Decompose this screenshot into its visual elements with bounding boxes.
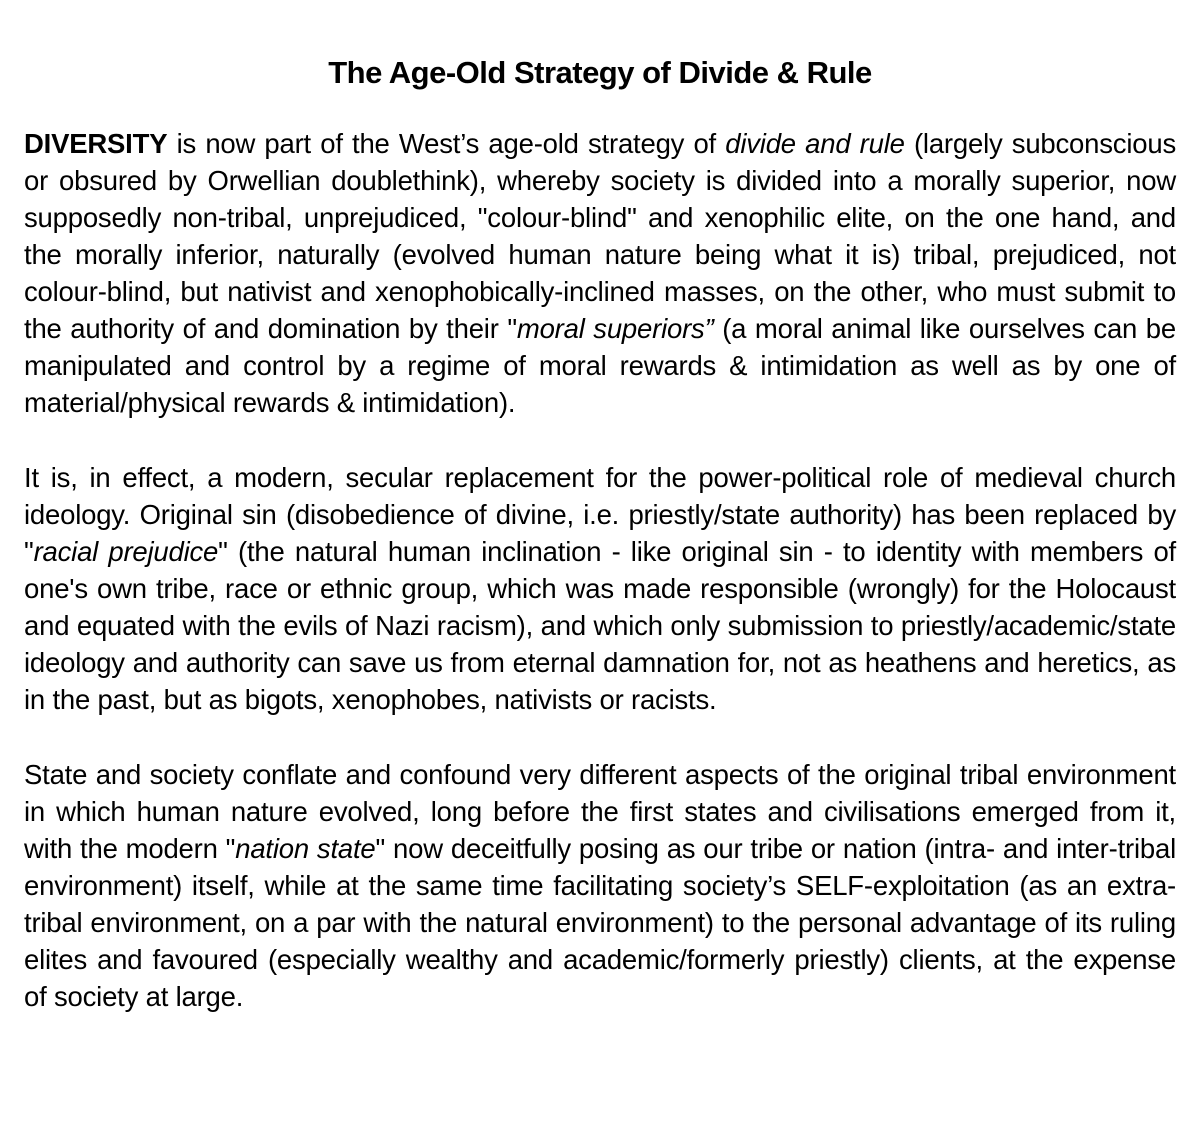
text-segment-bold: DIVERSITY (24, 128, 168, 159)
text-segment-normal: (largely subconscious or obsured by Orwellian doublethink), whereby society is divided into a morally superior, now supposedly non-tribal, unprejudiced, "colour-blind" and xenophilic elite, on the one hand, and the morally inferior, naturally (evolved human nature being what it is) tribal, prejudiced, not colour-blind, but nativist and xenophobically-inclined masses, on the other, who must submit to the authority of and domination by their " (24, 128, 1176, 344)
paragraph-secular-replacement (24, 459, 1176, 718)
paragraph-diversity (24, 125, 1176, 421)
text-segment-italic: nation state (235, 833, 376, 864)
text-segment-normal: (a moral animal like ourselves can be manipulated and control by a regime of moral rewards & intimidation as well as by one of material/physical rewards & intimidation). (24, 313, 1176, 418)
text-segment-normal: State and society conflate and confound very different aspects of the original tribal environment in which human nature evolved, long before the first states and civilisations emerged from it, with the modern " (24, 759, 1176, 864)
text-segment-italic: moral superiors” (516, 313, 714, 344)
text-segment-normal: is now part of the West’s age-old strategy of (167, 128, 726, 159)
text-segment-normal: " now deceitfully posing as our tribe or nation (intra- and inter-tribal environment) itself, while at the same time facilitating society’s SELF-exploitation (as an extra-tribal environment, on a par with the natural environment) to the personal advantage of its ruling elites and favoured (especially wealthy and academic/formerly priestly) clients, at the expense of society at large. (24, 833, 1176, 1012)
text-segment-normal: " (the natural human inclination - like original sin - to identity with members of one's own tribe, race or ethnic group, which was made responsible (wrongly) for the Holocaust and equated with the evils of Nazi racism), and which only submission to priestly/academic/state ideology and authority can save us from eternal damnation for, not as heathens and heretics, as in the past, but as bigots, xenophobes, nativists or racists. (24, 536, 1176, 715)
paragraph-state-and-society (24, 756, 1176, 1015)
page-title: The Age-Old Strategy of Divide & Rule (328, 55, 872, 90)
text-segment-italic: divide and rule (725, 128, 905, 159)
text-segment-normal: It is, in effect, a modern, secular replacement for the power-political role of medieval church ideology. Original sin (disobedience of divine, i.e. priestly/state authority) has been replaced by " (24, 462, 1176, 567)
text-segment-italic: racial prejudice (33, 536, 219, 567)
